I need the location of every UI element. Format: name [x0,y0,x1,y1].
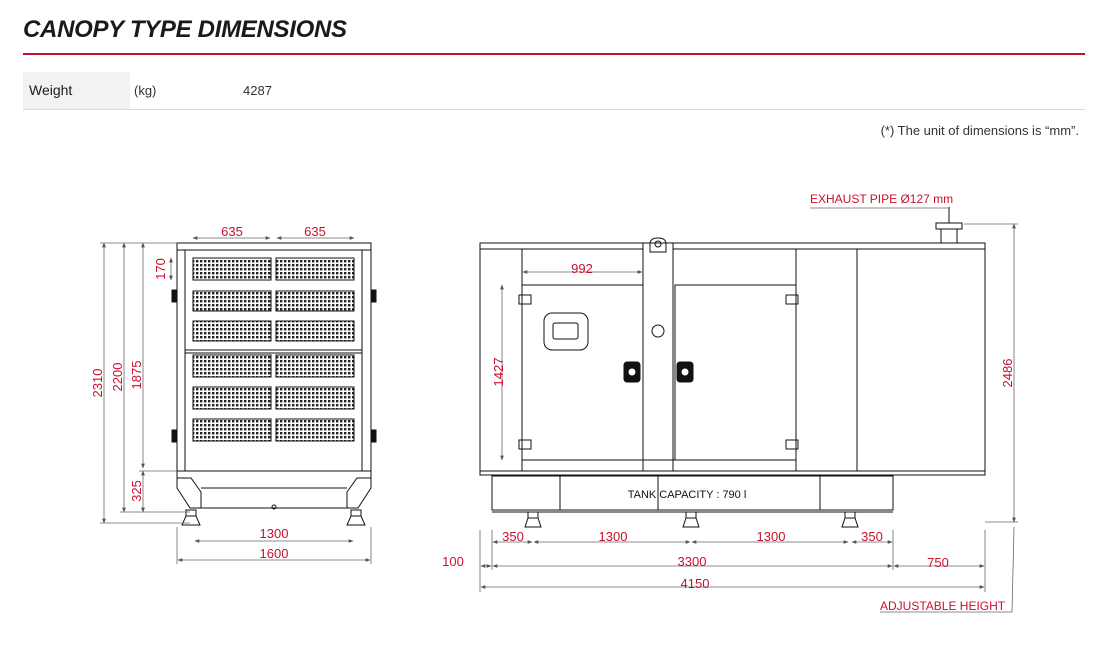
adjustable-height-label: ADJUSTABLE HEIGHT [880,599,1006,613]
dim-feet-span: 1300 [259,526,289,541]
side-view [480,207,985,527]
dim-total-width: 1600 [259,546,289,561]
dim-side-total-height: 2486 [1000,358,1015,388]
side-canopy-body [480,243,985,471]
dim-total-length: 4150 [680,576,710,591]
dim-top-left-width: 635 [221,224,243,239]
dim-offset-right: 350 [861,529,883,544]
spec-unit: (kg) [134,83,157,98]
page-title: CANOPY TYPE DIMENSIONS [23,16,347,43]
dim-span-left: 1300 [598,529,628,544]
spec-label: Weight [23,72,130,109]
units-footnote: (*) The unit of dimensions is “mm”. [880,123,1079,138]
tank-capacity-label: TANK CAPACITY : 790 l [627,489,747,501]
dim-total-height: 2310 [90,368,105,398]
dim-span-right: 1300 [756,529,786,544]
dim-door-height: 1427 [491,357,506,387]
side-dimension-lines [480,208,1018,612]
dim-louver-section-height: 1875 [129,360,144,390]
dim-top-right-width: 635 [304,224,326,239]
dim-offset-left: 350 [502,529,524,544]
dim-canopy-height: 2200 [110,362,125,392]
side-dimension-labels [442,192,1015,613]
dim-front-offset: 100 [442,554,464,569]
dim-base-height: 325 [129,480,144,502]
spec-value: 4287 [243,83,272,98]
dim-louver-height: 170 [153,258,168,280]
front-base [177,471,371,525]
dim-base-length: 3300 [677,554,707,569]
exhaust-pipe-label: EXHAUST PIPE Ø127 mm [810,192,954,206]
dim-door-width: 992 [571,261,593,276]
dim-rear-length: 750 [927,555,949,570]
